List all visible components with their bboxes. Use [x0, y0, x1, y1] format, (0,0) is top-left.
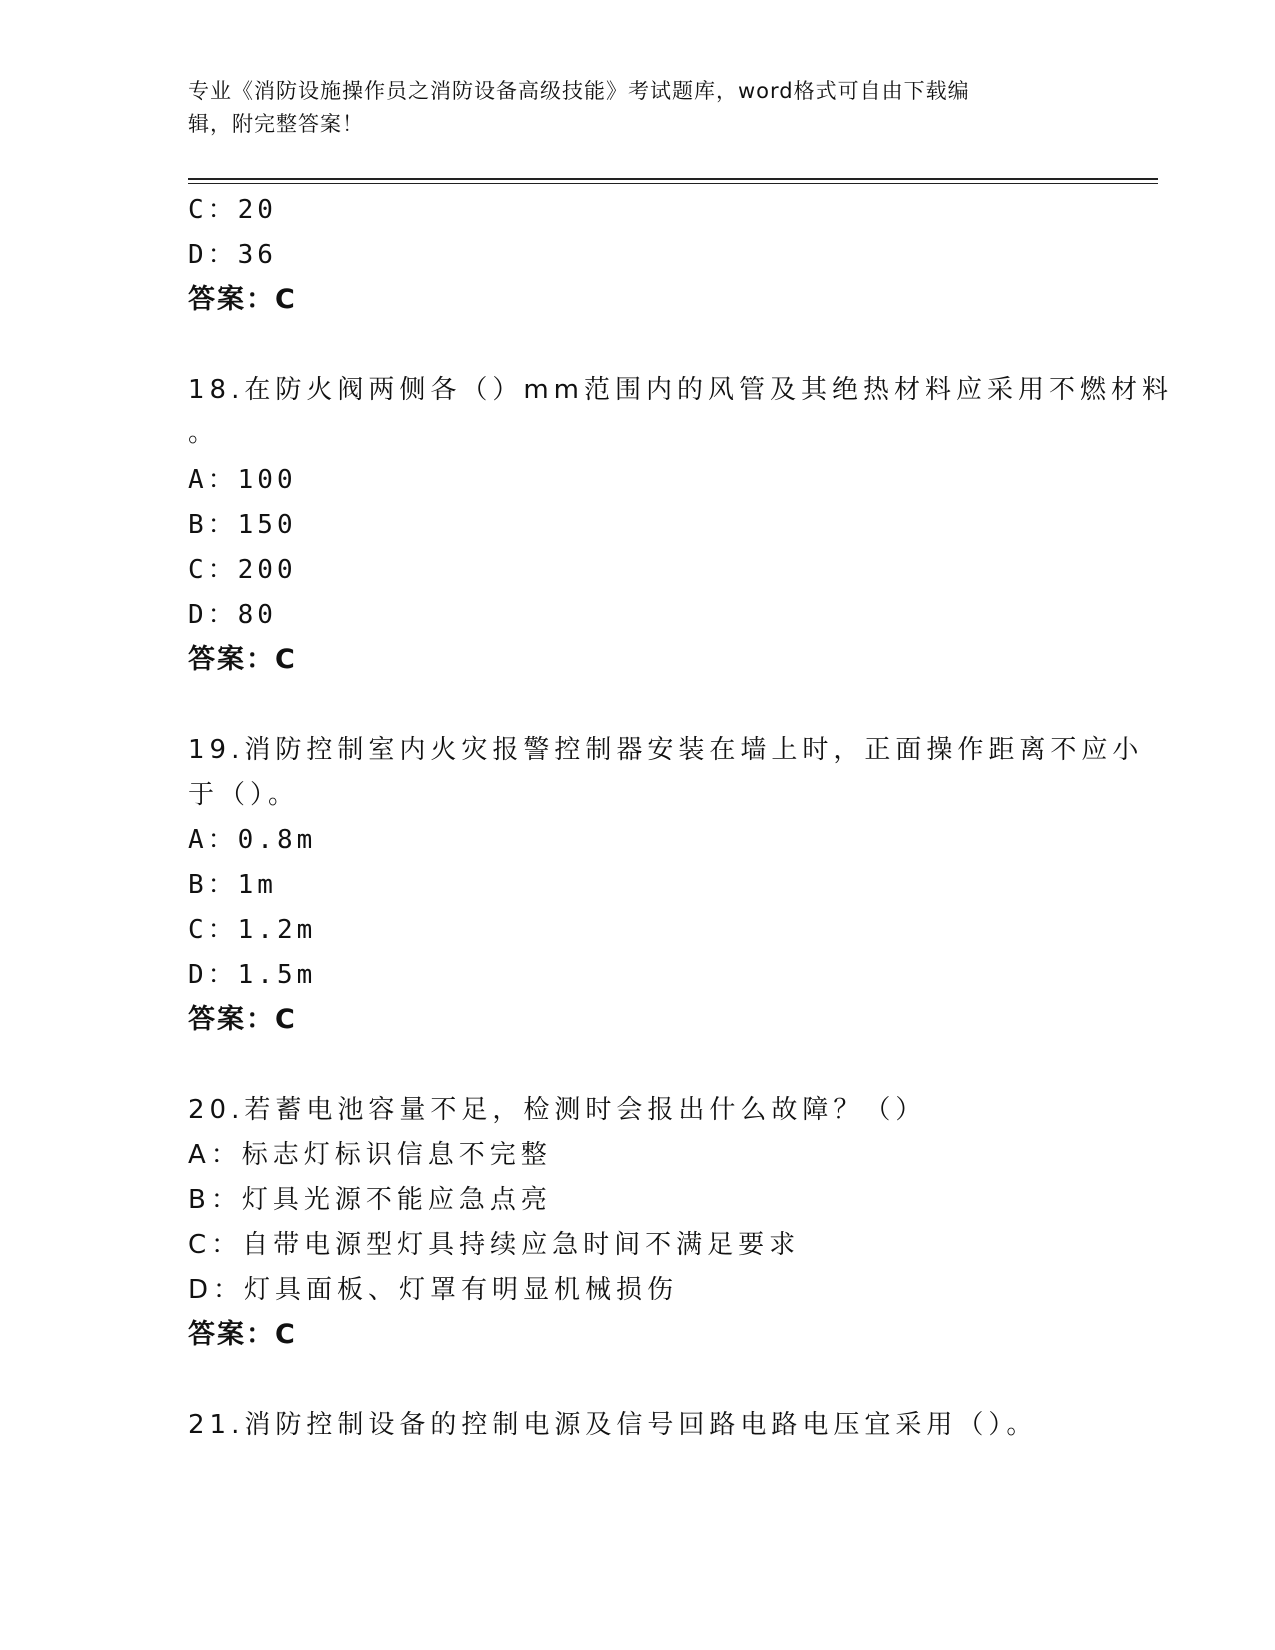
q19-option-a: A：0.8m	[188, 825, 317, 855]
header-title-line2: 辑，附完整答案！	[188, 112, 364, 136]
header-rule-thick	[188, 178, 1158, 180]
q20-option-b: B：灯具光源不能应急点亮	[188, 1185, 552, 1215]
q18-option-d: D：80	[188, 600, 277, 630]
q19-text-line2: 于（）。	[188, 780, 300, 810]
q19-text-line1: 19.消防控制室内火灾报警控制器安装在墙上时，正面操作距离不应小	[188, 735, 1144, 765]
q20-option-d: D：灯具面板、灯罩有明显机械损伤	[188, 1275, 679, 1305]
document-header	[188, 75, 1088, 141]
q18-text-line2: 。	[188, 418, 220, 448]
q20-option-a: A：标志灯标识信息不完整	[188, 1140, 552, 1170]
q19-option-b: B：1m	[188, 870, 277, 900]
q20-option-c: C：自带电源型灯具持续应急时间不满足要求	[188, 1230, 801, 1260]
q19-answer: 答案：C	[188, 1004, 297, 1035]
q18-option-c: C：200	[188, 555, 297, 585]
q19-option-c: C：1.2m	[188, 915, 317, 945]
q18-option-a: A：100	[188, 465, 297, 495]
header-title-line1: 专业《消防设施操作员之消防设备高级技能》考试题库，word格式可自由下载编	[188, 79, 970, 103]
header-rule-thin	[188, 183, 1158, 184]
prev-option-d: D：36	[188, 240, 277, 270]
prev-answer: 答案：C	[188, 284, 297, 315]
q18-option-b: B：150	[188, 510, 297, 540]
q20-answer: 答案：C	[188, 1319, 297, 1350]
q21-text-line1: 21.消防控制设备的控制电源及信号回路电路电压宜采用（）。	[188, 1410, 1038, 1440]
q18-answer: 答案：C	[188, 644, 297, 675]
q20-text-line1: 20.若蓄电池容量不足，检测时会报出什么故障？（）	[188, 1095, 927, 1125]
prev-option-c: C：20	[188, 195, 277, 225]
q19-option-d: D：1.5m	[188, 960, 317, 990]
q18-text-line1: 18.在防火阀两侧各（）mm范围内的风管及其绝热材料应采用不燃材料	[188, 375, 1174, 405]
